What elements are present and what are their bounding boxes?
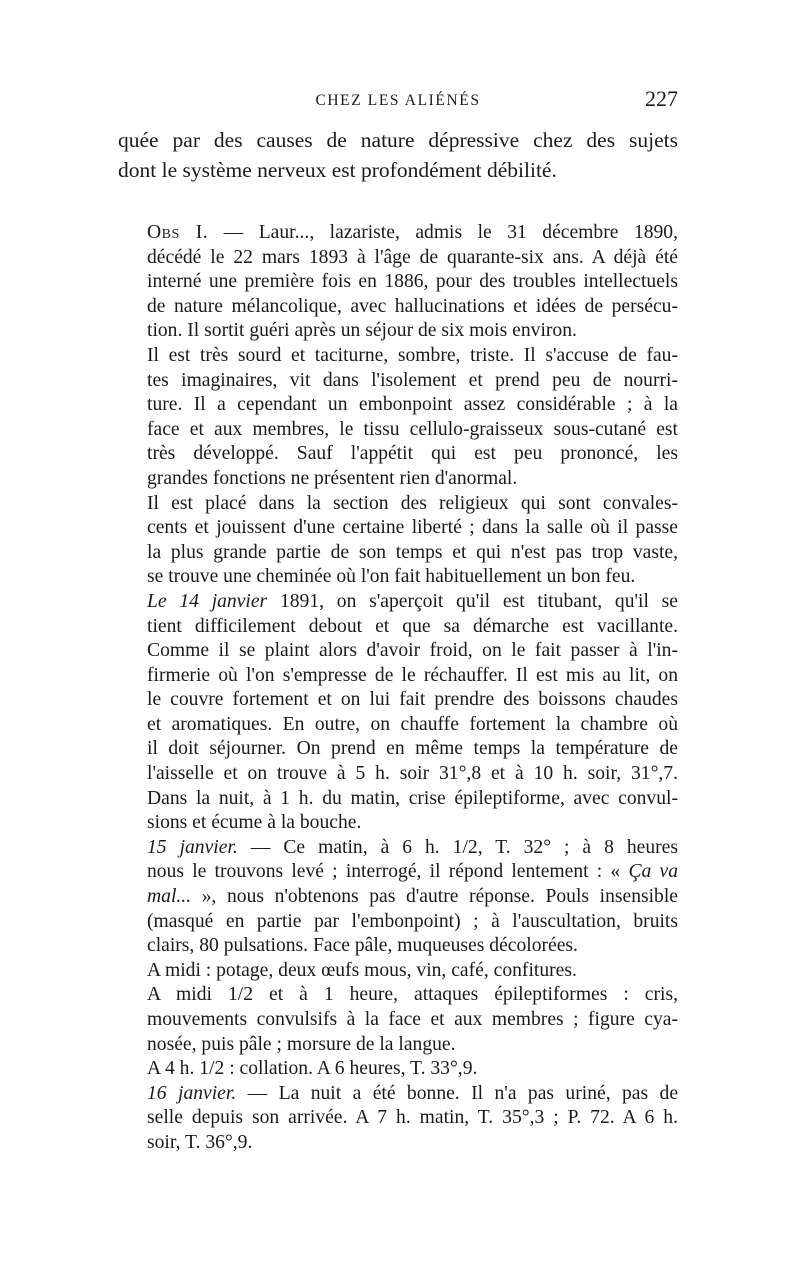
text-line: nous le trouvons levé ; interrogé, il répond lentement : « Ça va [147,861,678,883]
paragraph [118,1082,678,1156]
paragraph [118,959,678,984]
text-line: A midi 1/2 et à 1 heure, attaques épileptiformes : cris, [147,984,678,1006]
date-label: 15 janvier. [147,836,238,858]
paragraph [118,344,678,492]
paragraph [118,983,678,1057]
text-line: sions et écume à la bouche. [147,812,362,834]
text-line: face et aux membres, le tissu cellulo-graisseux sous-cutané est [147,418,678,440]
text-line: A midi : potage, deux œufs mous, vin, café, confitures. [147,959,577,981]
text-line: Il est très sourd et taciturne, sombre, triste. Il s'accuse de fau- [147,344,678,366]
text-line: selle depuis son arrivée. A 7 h. matin, T. 35°,3 ; P. 72. A 6 h. [147,1107,678,1129]
text-line: soir, T. 36°,9. [147,1131,253,1153]
text-line: mouvements convulsifs à la face et aux membres ; figure cya- [147,1009,678,1030]
body-text [118,125,678,1156]
text-line: tient difficilement debout et que sa démarche est vacillante. [147,615,678,637]
text-line: mal... », nous n'obtenons pas d'autre réponse. Pouls insensible [147,886,678,908]
text-line: tes imaginaires, vit dans l'isolement et prend peu de nourri- [147,369,678,391]
date-label: 16 janvier. [147,1082,237,1104]
text-line: très développé. Sauf l'appétit qui est peu prononcé, les [147,443,678,465]
paragraph [118,1057,678,1082]
paragraph [118,836,678,959]
text-line: clairs, 80 pulsations. Face pâle, muqueuses décolorées. [147,935,578,957]
lead-paragraph [118,125,678,185]
text-line: dont le système nerveux est profondément débilité. [118,158,557,182]
text-line: la plus grande partie de son temps et qui n'est pas trop vaste, [147,541,678,563]
text-line: grandes fonctions ne présentent rien d'anormal. [147,467,518,489]
text-line: il doit séjourner. On prend en même temps la température de [147,738,678,760]
text-line: quée par des causes de nature dépressive chez des sujets [118,128,678,152]
paragraph [118,590,678,836]
observation-label: Obs I. [147,222,209,243]
text-line: 15 janvier. — Ce matin, à 6 h. 1/2, T. 32° ; à 8 heures [147,836,679,858]
text-line: de nature mélancolique, avec hallucinations et idées de persécu- [147,295,678,317]
text-line: décédé le 22 mars 1893 à l'âge de quarante-six ans. A déjà été [147,246,678,268]
running-title: CHEZ LES ALIÉNÉS [315,92,481,109]
text-line: Dans la nuit, à 1 h. du matin, crise épileptiforme, avec convul- [147,787,678,809]
text-line: tion. Il sortit guéri après un séjour de six mois environ. [147,320,577,342]
text-line: 16 janvier. — La nuit a été bonne. Il n'a pas uriné, pas de [147,1082,679,1104]
text-line: A 4 h. 1/2 : collation. A 6 heures, T. 33°,9. [147,1058,478,1080]
text-line: interné une première fois en 1886, pour des troubles intellectuels [147,271,678,293]
text-line: Comme il se plaint alors d'avoir froid, on le fait passer à l'in- [147,640,678,662]
page-number: 227 [645,86,678,111]
text-line: firmerie où l'on s'empresse de le réchauffer. Il est mis au lit, on [147,664,678,686]
text-line: se trouve une cheminée où l'on fait habituellement un bon feu. [147,566,636,588]
text-line: Il est placé dans la section des religieux qui sont convales- [147,492,678,514]
page-header [118,88,678,118]
text-line: et aromatiques. En outre, on chauffe fortement la chambre où [147,713,678,735]
text-line: (masqué en partie par l'embonpoint) ; à l'auscultation, bruits [147,910,678,932]
text-line: nosée, puis pâle ; morsure de la langue. [147,1033,456,1055]
text-line: ture. Il a cependant un embonpoint assez considérable ; à la [147,394,678,416]
date-label: Le 14 janvier [147,590,268,612]
text-line: le couvre fortement et on lui fait prendre des boissons chaudes [147,689,678,711]
paragraph [118,492,678,590]
text-line: Le 14 janvier 1891, on s'aperçoit qu'il est titubant, qu'il se [147,590,678,612]
text-line: cents et jouissent d'une certaine liberté ; dans la salle où il passe [147,517,678,539]
text-line: l'aisselle et on trouve à 5 h. soir 31°,8 et à 10 h. soir, 31°,7. [147,763,678,785]
text-line: Obs I. — Laur..., lazariste, admis le 31 décembre 1890, [147,222,678,243]
observation-paragraph [118,221,678,344]
